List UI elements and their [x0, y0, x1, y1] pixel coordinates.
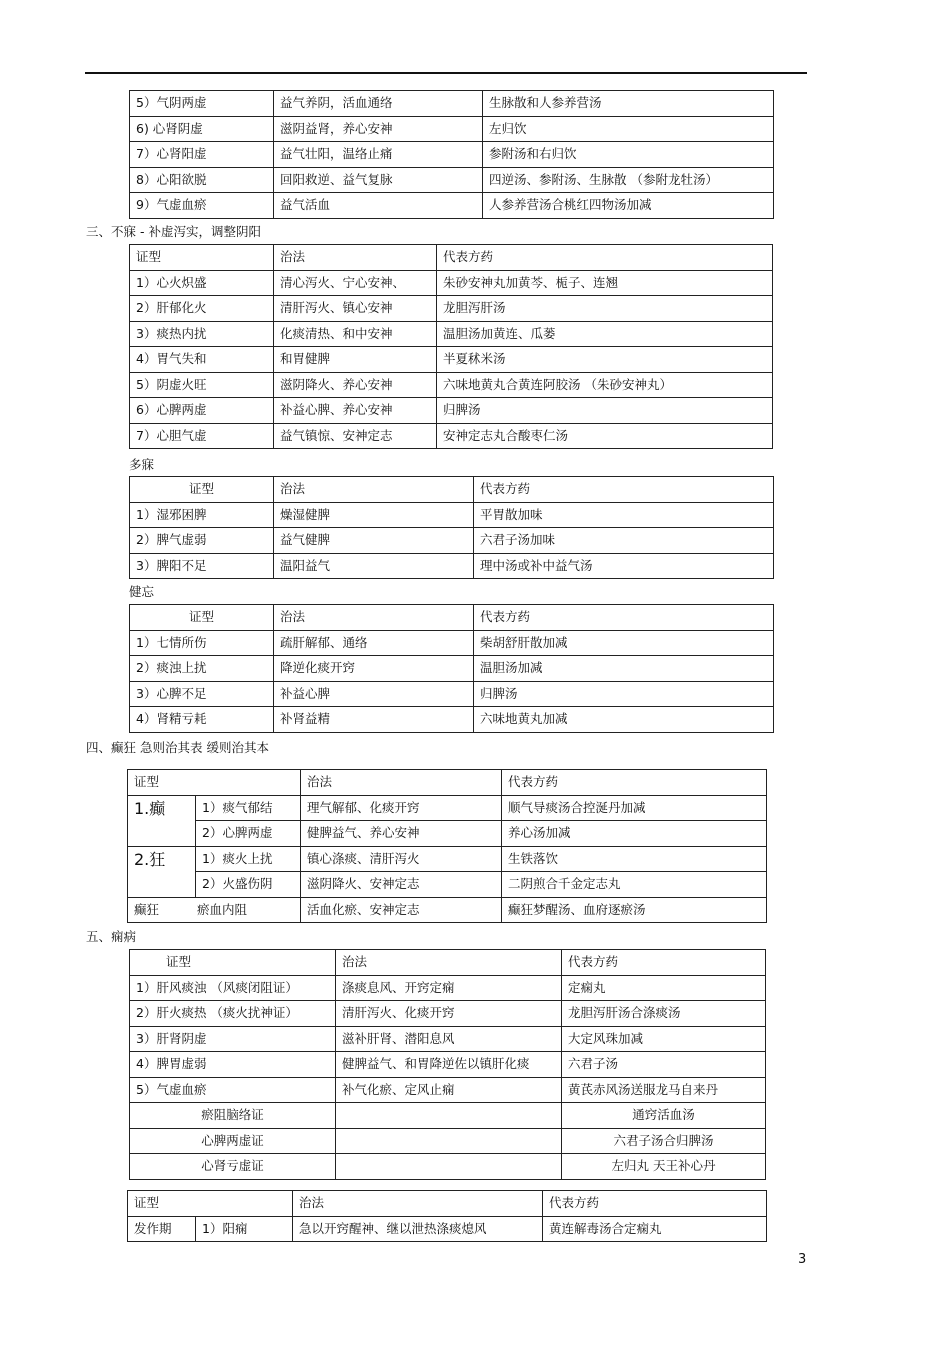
table-row: 1）肝风痰浊 （风痰闭阻证） 涤痰息风、开窍定痫 定痫丸: [130, 975, 766, 1001]
table-row: 心肾亏虚证 左归丸 天王补心丹: [130, 1154, 766, 1180]
table-xinbi-continued: [129, 90, 774, 219]
table-row: 1）心火炽盛 清心泻火、宁心安神、 朱砂安神丸加黄芩、栀子、连翘: [130, 270, 773, 296]
table-row: 2.狂 1）痰火上扰 镇心涤痰、清肝泻火 生铁落饮: [128, 846, 767, 872]
table-row: 4）胃气失和 和胃健脾 半夏秫米汤: [130, 347, 773, 373]
table-row: 2）肝火痰热 （痰火扰神证） 清肝泻火、化痰开窍 龙胆泻肝汤合涤痰汤: [130, 1001, 766, 1027]
subsection-heading-jianwang: 健忘: [129, 584, 155, 599]
section-heading-xianbing: 五、痫病: [86, 929, 137, 944]
table-row: 9）气虚血瘀 益气活血 人参养营汤合桃红四物汤加减: [130, 193, 774, 219]
table-header-row: 证型 治法 代表方药: [128, 770, 767, 796]
table-bumei: [129, 244, 773, 449]
page-number: 3: [798, 1252, 807, 1267]
table-row: 5）气阴两虚 益气养阴，活血通络 生脉散和人参养营汤: [130, 91, 774, 117]
table-diankuang: [127, 769, 767, 923]
table-row: 4）脾胃虚弱 健脾益气、和胃降逆佐以镇肝化痰 六君子汤: [130, 1052, 766, 1078]
table-row: 2）脾气虚弱 益气健脾 六君子汤加味: [130, 528, 774, 554]
table-row: 3）痰热内扰 化痰清热、和中安神 温胆汤加黄连、瓜蒌: [130, 321, 773, 347]
table-row: 2）火盛伤阴 滋阴降火、安神定志 二阴煎合千金定志丸: [128, 872, 767, 898]
top-rule: [85, 72, 807, 74]
table-row: 4）肾精亏耗 补肾益精 六味地黄丸加减: [130, 707, 774, 733]
table-row: 7）心肾阳虚 益气壮阳，温络止痛 参附汤和右归饮: [130, 142, 774, 168]
table-header-row: 证型 治法 代表方药: [130, 477, 774, 503]
table-row: 2）肝郁化火 清肝泻火、镇心安神 龙胆泻肝汤: [130, 296, 773, 322]
table-header-row: 证型 治法 代表方药: [130, 605, 774, 631]
table-jianwang: [129, 604, 774, 733]
table-row: 5）气虚血瘀 补气化瘀、定风止痫 黄芪赤风汤送服龙马自来丹: [130, 1077, 766, 1103]
table-xianbing: [129, 949, 766, 1180]
table-xianbing-fazuoqi: [127, 1190, 767, 1242]
group-label-kuang: 2.狂: [128, 846, 196, 897]
section-heading-diankuang: 四、癫狂 急则治其表 缓则治其本: [86, 740, 269, 755]
table-row: 5）阴虚火旺 滋阴降火、养心安神 六味地黄丸合黄连阿胶汤 （朱砂安神丸）: [130, 372, 773, 398]
subsection-heading-duomei: 多寐: [129, 457, 155, 472]
table-row: 瘀阻脑络证 通窍活血汤: [130, 1103, 766, 1129]
table-row: 1）七情所伤 疏肝解郁、通络 柴胡舒肝散加减: [130, 630, 774, 656]
table-header-row: 证型 治法 代表方药: [128, 1191, 767, 1217]
table-row: 6) 心肾阴虚 滋阴益肾，养心安神 左归饮: [130, 116, 774, 142]
table-row: 1）湿邪困脾 燥湿健脾 平胃散加味: [130, 502, 774, 528]
table-header-row: 证型 治法 代表方药: [130, 245, 773, 271]
table-row: 心脾两虚证 六君子汤合归脾汤: [130, 1128, 766, 1154]
table-row: 7）心胆气虚 益气镇惊、安神定志 安神定志丸合酸枣仁汤: [130, 423, 773, 449]
table-row: 3）肝肾阴虚 滋补肝肾、潜阳息风 大定风珠加减: [130, 1026, 766, 1052]
table-row: 2）痰浊上扰 降逆化痰开窍 温胆汤加减: [130, 656, 774, 682]
table-header-row: 证型 治法 代表方药: [130, 950, 766, 976]
table-row: 6）心脾两虚 补益心脾、养心安神 归脾汤: [130, 398, 773, 424]
table-row: 3）心脾不足 补益心脾 归脾汤: [130, 681, 774, 707]
section-heading-bumei: 三、不寐 - 补虚泻实，调整阴阳: [86, 224, 261, 239]
table-row: 8）心阳欲脱 回阳救逆、益气复脉 四逆汤、参附汤、生脉散 （参附龙牡汤）: [130, 167, 774, 193]
table-duomei: [129, 476, 774, 579]
table-row: 1.癫 1）痰气郁结 理气解郁、化痰开窍 顺气导痰汤合控涎丹加减: [128, 795, 767, 821]
table-row: 2）心脾两虚 健脾益气、养心安神 养心汤加减: [128, 821, 767, 847]
table-row: 3）脾阳不足 温阳益气 理中汤或补中益气汤: [130, 553, 774, 579]
table-row: 发作期 1）阳痫 急以开窍醒神、继以泄热涤痰熄风 黄连解毒汤合定痫丸: [128, 1216, 767, 1242]
table-row: 癫狂 瘀血内阻 活血化瘀、安神定志 癫狂梦醒汤、血府逐瘀汤: [128, 897, 767, 923]
group-label-dian: 1.癫: [128, 795, 196, 846]
